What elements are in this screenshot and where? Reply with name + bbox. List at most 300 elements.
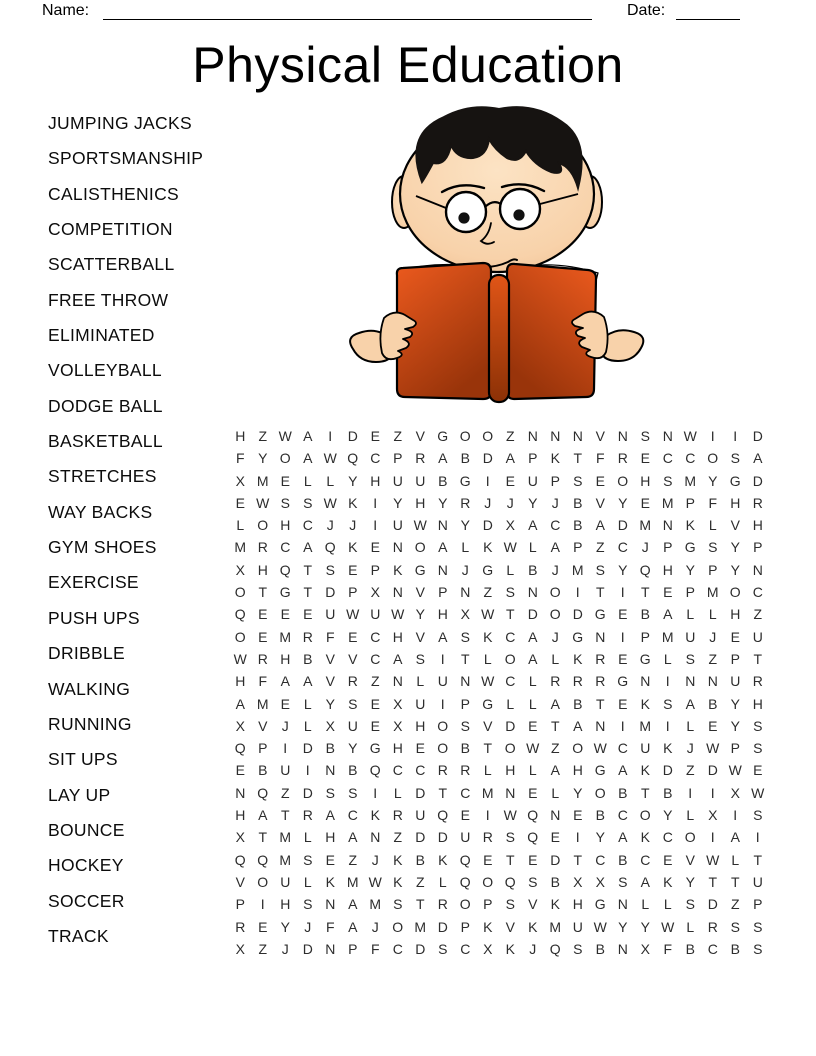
grid-letter: Y [685,561,695,578]
grid-letter: A [438,628,448,645]
grid-letter: T [303,561,313,578]
grid-letter: K [348,539,358,556]
grid-letter: N [460,673,471,690]
grid-letter: O [572,740,584,757]
grid-letter: E [573,807,583,824]
grid-letter: B [573,695,583,712]
grid-letter: H [662,561,673,578]
grid-letter: M [234,539,247,556]
grid-letter: D [752,472,763,489]
grid-letter: N [572,428,583,444]
word-list-item: PUSH UPS [48,607,140,628]
grid-letter: H [505,762,516,779]
grid-letter: C [347,807,358,824]
grid-letter: H [280,517,291,534]
grid-letter: I [440,695,445,712]
grid-letter: Z [258,940,268,957]
grid-letter: E [483,851,493,868]
grid-letter: G [594,606,606,623]
grid-letter: J [551,561,559,578]
grid-letter: V [235,873,245,890]
grid-letter: A [303,539,313,556]
grid-letter: A [640,873,650,890]
grid-letter: A [258,807,268,824]
grid-letter: F [370,940,380,957]
grid-letter: E [370,717,380,734]
grid-letter: V [730,517,740,534]
grid-letter: I [710,784,715,801]
grid-letter: E [708,717,718,734]
grid-letter: H [392,628,403,645]
grid-letter: E [348,561,358,578]
grid-letter: S [753,740,763,757]
grid-letter: A [438,450,448,467]
grid-letter: Y [730,717,740,734]
grid-letter: F [235,450,245,467]
grid-letter: F [708,494,718,511]
grid-letter: U [640,740,651,757]
grid-letter: T [280,807,290,824]
grid-letter: O [504,650,516,667]
grid-letter: E [730,628,740,645]
grid-letter: Z [393,829,403,846]
grid-letter: E [415,740,425,757]
grid-letter: N [505,784,516,801]
grid-letter: C [370,450,381,467]
grid-letter: T [550,717,560,734]
grid-letter: A [393,650,403,667]
grid-letter: O [684,829,696,846]
grid-letter: M [256,695,269,712]
grid-letter: L [708,517,717,534]
grid-letter: C [505,673,516,690]
grid-letter: X [483,940,493,957]
grid-letter: Z [370,673,380,690]
grid-letter: X [640,940,650,957]
grid-letter: R [392,807,403,824]
grid-letter: A [325,807,335,824]
grid-letter: C [302,517,313,534]
grid-letter: M [256,472,269,489]
grid-letter: A [618,829,628,846]
grid-letter: R [707,918,718,935]
grid-letter: A [550,695,560,712]
grid-letter: P [663,539,673,556]
grid-letter: L [528,673,537,690]
grid-letter: W [593,918,607,935]
grid-letter: D [302,784,313,801]
grid-letter: T [573,851,583,868]
grid-letter: D [415,784,426,801]
grid-letter: I [305,762,310,779]
grid-letter: E [550,829,560,846]
grid-letter: R [437,896,448,913]
grid-letter: X [393,695,403,712]
grid-letter: O [234,628,246,645]
grid-letter: R [595,650,606,667]
grid-letter: Y [663,807,673,824]
grid-letter: M [639,517,652,534]
grid-letter: E [595,472,605,489]
grid-letter: E [280,472,290,489]
grid-letter: C [662,829,673,846]
grid-letter: D [482,450,493,467]
word-list [48,106,203,954]
grid-letter: Q [234,740,246,757]
grid-letter: S [573,940,583,957]
grid-letter: L [416,673,425,690]
grid-letter: O [437,717,449,734]
grid-letter: R [482,829,493,846]
grid-letter: P [753,896,763,913]
grid-letter: G [437,428,449,444]
grid-letter: A [528,650,538,667]
grid-letter: K [348,494,358,511]
grid-letter: I [733,428,738,444]
grid-letter: O [617,472,629,489]
grid-letter: K [505,940,515,957]
grid-letter: Q [234,606,246,623]
grid-letter: D [617,517,628,534]
grid-letter: P [685,584,695,601]
grid-letter: Z [280,784,290,801]
grid-letter: A [730,829,740,846]
grid-letter: G [617,673,629,690]
grid-letter: X [235,940,245,957]
grid-letter: Q [369,762,381,779]
grid-letter: B [708,695,718,712]
grid-letter: S [393,896,403,913]
grid-letter: N [325,762,336,779]
grid-letter: U [415,695,426,712]
grid-letter: L [303,695,312,712]
grid-letter: C [640,851,651,868]
grid-letter: N [617,940,628,957]
grid-letter: Q [549,940,561,957]
grid-letter: N [392,584,403,601]
word-list-item: DRIBBLE [48,643,125,664]
grid-letter: C [505,628,516,645]
grid-letter: K [663,873,673,890]
word-list-item: EXERCISE [48,572,139,593]
grid-letter: U [415,472,426,489]
grid-letter: B [303,650,313,667]
grid-letter: V [528,896,538,913]
grid-letter: D [482,517,493,534]
grid-letter: B [460,740,470,757]
grid-letter: N [617,896,628,913]
grid-letter: V [348,650,358,667]
grid-letter: V [685,851,695,868]
grid-letter: M [481,784,494,801]
grid-letter: I [620,628,625,645]
grid-letter: I [665,717,670,734]
grid-letter: G [729,472,741,489]
grid-letter: K [393,873,403,890]
grid-letter: H [730,494,741,511]
grid-letter: W [481,606,495,623]
grid-letter: U [347,717,358,734]
grid-letter: S [663,695,673,712]
grid-letter: T [438,784,448,801]
grid-letter: V [595,494,605,511]
grid-letter: P [730,740,740,757]
grid-letter: M [639,717,652,734]
grid-letter: T [460,650,470,667]
grid-letter: S [685,896,695,913]
grid-letter: I [620,717,625,734]
grid-letter: U [392,472,403,489]
grid-letter: S [460,717,470,734]
grid-letter: Q [459,851,471,868]
grid-letter: N [550,807,561,824]
grid-letter: E [258,606,268,623]
grid-letter: O [639,807,651,824]
grid-letter: A [235,695,245,712]
grid-letter: Z [258,428,268,444]
grid-letter: N [460,584,471,601]
grid-letter: Z [415,873,425,890]
grid-letter: P [348,584,358,601]
grid-letter: Y [528,494,538,511]
grid-letter: N [527,584,538,601]
grid-letter: X [325,717,335,734]
grid-letter: A [550,762,560,779]
grid-letter: Q [527,807,539,824]
grid-letter: J [529,940,537,957]
grid-letter: A [348,896,358,913]
grid-letter: W [751,784,765,801]
grid-letter: K [550,450,560,467]
grid-letter: K [393,561,403,578]
grid-letter: H [730,606,741,623]
grid-letter: Q [347,450,359,467]
grid-letter: S [753,807,763,824]
grid-letter: Z [550,740,560,757]
grid-letter: W [323,494,337,511]
grid-letter: W [503,807,517,824]
grid-letter: O [729,584,741,601]
grid-letter: J [641,539,649,556]
grid-letter: I [485,472,490,489]
grid-letter: X [370,584,380,601]
grid-letter: L [528,539,537,556]
grid-letter: D [437,918,448,935]
grid-letter: R [415,450,426,467]
grid-letter: V [415,628,425,645]
grid-letter: R [235,918,246,935]
grid-letter: Q [234,851,246,868]
grid-letter: L [528,762,537,779]
grid-letter: C [280,539,291,556]
grid-letter: O [482,428,494,444]
grid-letter: S [280,494,290,511]
grid-letter: K [663,740,673,757]
grid-letter: J [304,918,312,935]
grid-letter: J [461,561,469,578]
grid-letter: N [325,896,336,913]
grid-letter: E [325,851,335,868]
grid-letter: C [370,650,381,667]
grid-letter: K [483,628,493,645]
grid-letter: A [303,673,313,690]
grid-letter: S [618,873,628,890]
word-list-item: WALKING [48,678,131,699]
grid-letter: A [528,628,538,645]
grid-letter: L [326,472,335,489]
grid-letter: E [235,494,245,511]
grid-letter: U [370,606,381,623]
word-list-item: ELIMINATED [48,325,155,346]
grid-letter: B [258,762,268,779]
grid-letter: N [392,539,403,556]
grid-letter: P [685,494,695,511]
grid-letter: E [663,584,673,601]
grid-letter: N [325,940,336,957]
grid-letter: H [415,717,426,734]
grid-letter: L [731,851,740,868]
grid-letter: I [755,829,760,846]
grid-letter: B [573,517,583,534]
grid-letter: T [505,606,515,623]
grid-letter: R [257,650,268,667]
grid-letter: Y [573,784,583,801]
grid-letter: Q [257,851,269,868]
grid-letter: A [303,428,313,444]
grid-letter: S [753,918,763,935]
grid-letter: E [303,606,313,623]
grid-letter: B [618,851,628,868]
grid-letter: V [505,918,515,935]
grid-letter: L [438,873,447,890]
grid-letter: M [549,918,562,935]
grid-letter: D [707,762,718,779]
grid-letter: E [618,606,628,623]
grid-letter: Y [730,539,740,556]
grid-letter: T [640,784,650,801]
grid-letter: P [753,539,763,556]
grid-letter: B [595,807,605,824]
grid-letter: T [483,740,493,757]
grid-letter: I [440,650,445,667]
grid-letter: N [550,428,561,444]
grid-letter: R [550,673,561,690]
grid-letter: S [708,539,718,556]
grid-letter: B [325,740,335,757]
grid-letter: M [279,851,292,868]
grid-letter: S [730,918,740,935]
grid-letter: H [415,494,426,511]
grid-letter: J [551,494,559,511]
grid-letter: M [661,628,674,645]
page-title: Physical Education [192,37,624,93]
grid-letter: H [752,517,763,534]
boy-reading-book-illustration [338,96,670,416]
grid-letter: J [686,740,694,757]
grid-letter: P [528,450,538,467]
grid-letter: X [460,606,470,623]
word-list-item: BASKETBALL [48,431,163,452]
grid-letter: J [484,494,492,511]
grid-letter: W [661,918,675,935]
grid-letter: M [369,896,382,913]
grid-letter: D [662,762,673,779]
grid-letter: L [483,650,492,667]
grid-letter: H [752,695,763,712]
grid-letter: H [235,807,246,824]
grid-letter: A [663,606,673,623]
grid-letter: E [640,450,650,467]
grid-letter: K [573,650,583,667]
grid-letter: C [685,450,696,467]
word-list-item: DODGE BALL [48,395,163,416]
grid-letter: M [279,829,292,846]
grid-letter: C [752,584,763,601]
grid-letter: O [549,584,561,601]
grid-letter: Y [595,829,605,846]
grid-letter: Y [618,561,628,578]
grid-letter: M [706,584,719,601]
grid-letter: B [438,472,448,489]
grid-letter: S [640,428,650,444]
grid-letter: B [528,561,538,578]
grid-letter: W [368,873,382,890]
grid-letter: I [710,829,715,846]
grid-letter: O [279,450,291,467]
grid-letter: A [550,539,560,556]
grid-letter: M [279,628,292,645]
grid-letter: A [348,918,358,935]
grid-letter: S [348,695,358,712]
grid-letter: Y [708,472,718,489]
name-blank-line [103,19,592,20]
grid-letter: G [594,896,606,913]
grid-letter: I [733,807,738,824]
grid-letter: Q [279,561,291,578]
grid-letter: O [392,918,404,935]
grid-letter: W [233,650,247,667]
grid-letter: A [505,450,515,467]
grid-letter: U [730,673,741,690]
grid-letter: R [752,673,763,690]
grid-letter: Z [708,650,718,667]
grid-letter: C [370,628,381,645]
grid-letter: V [415,428,425,444]
grid-letter: W [728,762,742,779]
grid-letter: Q [504,873,516,890]
grid-letter: B [640,606,650,623]
grid-letter: U [415,807,426,824]
grid-letter: K [550,896,560,913]
grid-letter: Z [393,428,403,444]
grid-letter: M [661,494,674,511]
grid-letter: X [573,873,583,890]
grid-letter: T [753,650,763,667]
grid-letter: N [527,428,538,444]
grid-letter: L [461,539,470,556]
grid-letter: V [325,673,335,690]
grid-letter: I [260,896,265,913]
word-list-item: COMPETITION [48,219,173,240]
grid-letter: X [595,873,605,890]
grid-letter: B [415,851,425,868]
grid-letter: O [437,740,449,757]
grid-letter: W [526,740,540,757]
grid-letter: G [279,584,291,601]
grid-letter: G [572,628,584,645]
grid-letter: X [235,717,245,734]
grid-letter: L [641,896,650,913]
